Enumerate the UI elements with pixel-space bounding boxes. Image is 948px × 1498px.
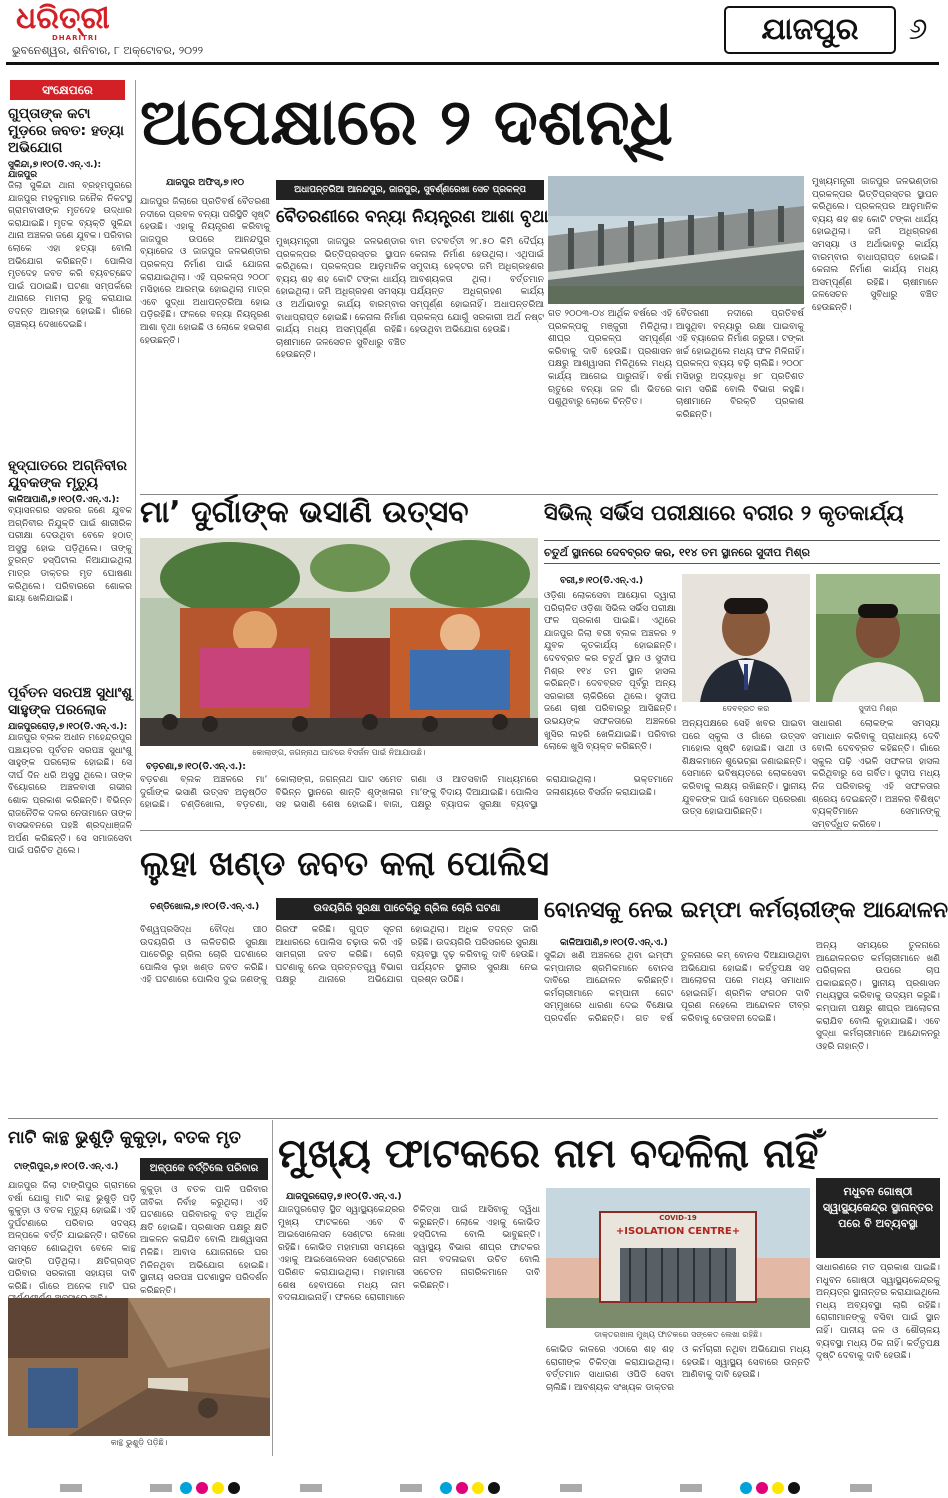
portrait-sudip-image [816, 574, 940, 702]
iron-body: ବିଶ୍ୱପ୍ରସିଦ୍ଧ ବୌଦ୍ଧ ପୀଠ ଉଦୟଗିରି ଓ ଲଳିତଗିରି ସୁରକ୍ଷା ପାଚେରିରୁ ଗ୍ରିଲ ଚୋରି ଘଟଣାରେ ପୋଲିସ ଲୁହା ଖଣ୍ଡ ଜବତ କରିଛି। ଏହି ଘଟଣାରେ ପୋଲିସ ଦୁଇ ଜଣଙ୍କୁ ଗିରଫ କରିଛି। ଗୁପ୍ତ ସୂଚନା ଆଧାରରେ ପୋଲିସ ଚଢ଼ାଉ କରି ଏହି ସାମଗ୍ରୀ ଜବତ କରିଛି। ଚୋରି ଘଟଣାକୁ ନେଇ ପ୍ରତ୍ନତତ୍ତ୍ୱ ବିଭାଗ ପକ୍ଷରୁ ଥାନାରେ ଅଭିଯୋଗ ହୋଇଥିଲା। ଅଧିକ ତଦନ୍ତ ଜାରି ରହିଛି। ଉଦୟଗିରି ପରିସରରେ ସୁରକ୍ଷା ବ୍ୟବସ୍ଥା ଦୃଢ଼ କରିବାକୁ ଦାବି ହେଉଛି। ପର୍ଯ୍ୟଟନ ସ୍ଥଳୀର ସୁରକ୍ଷା ନେଇ ପ୍ରଶ୍ନ ଉଠିଛି। [140, 925, 538, 986]
gate-box-headline: ମଧୁବନ ଗୋଷ୍ଠୀ ସ୍ୱାସ୍ଥ୍ୟକେନ୍ଦ୍ର ସ୍ଥାନାନ୍ତର ପରେ ବି ଅବ୍ୟବସ୍ଥା [816, 1178, 940, 1258]
bonus-dateline: କାଳିଆପାଣି,୭।୧୦(ଡି.ଏନ୍.ଏ.) [560, 938, 668, 948]
iron-kicker: ଉଦୟଗିରି ସୁରକ୍ଷା ପାଚେରିରୁ ଗ୍ରିଲ ଚୋରି ଘଟଣା [276, 898, 538, 920]
hens-body: ଯାଜପୁର ଜିଲା ଟାଙ୍ଗିପୁର ଗ୍ରାମରେ ବର୍ଷା ଯୋଗୁ ମାଟି କାନ୍ଥ ଭୁଶୁଡ଼ି ପଡ଼ି କୁକୁଡ଼ା ଓ ବତକ ମୃତ୍ୟୁ ହୋଇଛି। ଏହି ଦୁର୍ଘଟଣାରେ ପରିବାର ସଦସ୍ୟ ଅଳ୍ପକେ ବର୍ତ୍ତି ଯାଇଛନ୍ତି। ରାତିରେ ସମସ୍ତେ ଶୋଇଥିବା ବେଳେ କାନ୍ଥ ଭାଙ୍ଗି ପଡ଼ିଥିଲା। କ୍ଷତିଗ୍ରସ୍ତ ପରିବାର ସରକାରୀ ସହାୟତା ଦାବି କରିଛି। ଗାଁରେ ଅନେକ ମାଟି ଘର [8, 1181, 136, 1292]
durga-headline: ମା’ ଦୁର୍ଗାଙ୍କ ଭସାଣି ଉତ୍ସବ [140, 495, 469, 530]
lead-body-col4: ଗତ ୨୦୦୩-୦୪ ଆର୍ଥିକ ବର୍ଷରେ ଏହି ପ୍ରକଳ୍ପକୁ ମଞ୍ଜୁରୀ ମିଳିଥିଲା। ଶୀଘ୍ର ପ୍ରକଳ୍ପ ସମ୍ପୂର୍ଣ୍ଣ କରିବାକୁ ଦାବି ହେଉଛି। ପ୍ରଶାସନ ପକ୍ଷରୁ ଆଶ୍ୱାସନା ମିଳିଥିଲେ ମଧ୍ୟ କାର୍ଯ୍ୟ ଆଗେଇ ପାରୁନାହିଁ। ବର୍ଷା ଋତୁରେ ବନ୍ୟା ଜଳ ଗାଁ ଭିତରେ ପଶୁଥିବାରୁ ଲୋକେ ଚିନ୍ତିତ। [548, 309, 672, 408]
yellow-dot [772, 1482, 784, 1494]
collapsed-wall-image [8, 1298, 270, 1436]
brief-2-dateline: କାଳିଆପାଣି,୭।୧୦(ଡି.ଏନ୍.ଏ.): [8, 495, 120, 505]
briefs-divider [135, 80, 136, 820]
barrage-image [548, 176, 804, 304]
magenta-dot [456, 1482, 468, 1494]
civil-body-3: ସାଧାରଣ ଲୋକଙ୍କ ସମସ୍ୟା ସମାଧାନ କରିବାକୁ ପ୍ରାଧାନ୍ୟ ଦେବି ବୋଲି ଦେବବ୍ରତ କହିଛନ୍ତି। ଗାଁରେ ସ୍କୁଲ ପଢ଼ି ଏଭଳି ସଫଳତା ହାସଲ କରିଥିବାରୁ ସେ ଗର୍ବିତ। ସୁଦୀପ ମଧ୍ୟ ନିଜ ପରିବାରକୁ ଏହି ସଫଳତାର ଶ୍ରେୟ ଦେଇଛନ୍ତି। ଅଞ୍ଚଳର ବିଶିଷ୍ଟ ବ୍ୟକ୍ତିମାନେ ସେମାନଙ୍କୁ ସମ୍ବର୍ଦ୍ଧିତ କରିବେ। [812, 719, 940, 830]
durga-procession-image [140, 538, 538, 746]
brief-1-headline: ଗୁପ୍ତାଙ୍କ କଟା ମୁଡ଼ରେ ଜବତ: ହତ୍ୟା ଅଭିଯୋଗ [8, 106, 124, 156]
black-dot [488, 1482, 500, 1494]
durga-body: ବଡ଼ଚଣା ବ୍ଲକ ଅଞ୍ଚଳରେ ମା’ ଦୁର୍ଗାଙ୍କ ଭସାଣି ଉତ୍ସବ ଅନୁଷ୍ଠିତ ହୋଇଛି। ଚଣ୍ଡିଖୋଲ, ବଡ଼ଚଣା, କୋଲାଙ୍ଗ, ଜଗନ୍ନାଥ ଘାଟ ସମେତ ବିଭିନ୍ନ ସ୍ଥାନରେ ଶାନ୍ତି ଶୃଙ୍ଖଳାର ସହ ଭସାଣି ଶେଷ ହୋଇଛି। ବାଜା, ଗଣା ଓ ଆତସବାଜି ମାଧ୍ୟମରେ ମା’ଙ୍କୁ ବିଦାୟ ଦିଆଯାଇଛି। ପୋଲିସ ପକ୍ଷରୁ ବ୍ୟାପକ ସୁରକ୍ଷା ବ୍ୟବସ୍ଥା କରାଯାଇଥିଲା। ଭକ୍ତମାନେ ଜଳାଶୟରେ ବିସର୍ଜନ କରାଯାଇଛି। [140, 775, 674, 811]
bonus-body: ସୁକିନ୍ଦା ଖଣି ଅଞ୍ଚଳରେ ଥିବା ଇମ୍ଫା କମ୍ପାନୀର ଶ୍ରମିକମାନେ ବୋନସ ଦାବିରେ ଆନ୍ଦୋଳନ କରିଛନ୍ତି। କର୍ମଚାରୀମାନେ କମ୍ପାନୀ ଗେଟ ସମ୍ମୁଖରେ ଧାରଣା ଦେଇ ବିକ୍ଷୋଭ ପ୍ରଦର୍ଶନ କରିଛନ୍ତି। ଗତ ବର୍ଷ ତୁଳନାରେ କମ୍ ବୋନସ ଦିଆଯାଉଥିବା ଅଭିଯୋଗ ହୋଇଛି। କର୍ତ୍ତୃପକ୍ଷ ସହ ଆଲୋଚନା ପରେ ମଧ୍ୟ ସମାଧାନ ହୋଇନାହିଁ। ଶ୍ରମିକ ସଂଗଠନ ଦାବି ପୂରଣ ନହେଲେ ଆନ୍ଦୋଳନ ତୀବ୍ର କରିବାକୁ ଚେତାବନୀ ଦେଇଛି। [544, 951, 810, 1024]
yellow-dot [472, 1482, 484, 1494]
civil-photo-1 [682, 574, 810, 702]
black-dot [228, 1482, 240, 1494]
brief-3-body: ଯାଜପୁର ବ୍ଲକ ଅଧୀନ ମହେନ୍ଦ୍ରପୁର ପଞ୍ଚାୟତର ପୂର୍ବତନ ସରପଞ୍ଚ ସୁଧାଂଶୁ ସାହୁଙ୍କ ପରଲୋକ ହୋଇଛି। ସେ ଦୀର୍ଘ ଦିନ ଧରି ଅସୁସ୍ଥ ଥିଲେ। ତାଙ୍କ ବିୟୋଗରେ ଅଞ୍ଚଳବାସୀ ଗଭୀର ଶୋକ ପ୍ରକାଶ କରିଛନ୍ତି। ବିଭିନ୍ନ ରାଜନୈତିକ ଦଳର ନେତାମାନେ ତାଙ୍କ ବାସଭବନରେ ପହଞ୍ଚି ଶ୍ରଦ୍ଧାଞ୍ଜଳି ଅର୍ପଣ କରିଛନ୍ତି। ସେ ସମାଜସେବା ପାଇଁ ପରିଚିତ ଥିଲେ। [8, 733, 132, 857]
lead-dateline: ଯାଜପୁର ଅଫିସ୍,୭।୧୦ [166, 178, 245, 188]
logo-wordmark: ଧରିତ୍ରୀ [16, 1, 110, 36]
civil-photo-1-caption: ଦେବବ୍ରତ କର [722, 704, 770, 713]
brief-3-headline: ପୂର୍ବତନ ସରପଞ୍ଚ ସୁଧାଂଶୁ ସାହୁଙ୍କ ପରଲୋକ [8, 685, 132, 718]
cyan-dot [740, 1482, 752, 1494]
civil-dateline: ବରୀ,୭।୧୦(ଡି.ଏନ୍.ଏ.) [560, 576, 644, 586]
section-name: ଯାଜପୁର [724, 6, 896, 54]
gate-body: ଯାଜପୁରରୋଡ଼ ସ୍ଥିତ ସ୍ୱାସ୍ଥ୍ୟକେନ୍ଦ୍ରର ମୁଖ୍ୟ ଫାଟକରେ ଏବେ ବି ଆଇସୋଲେସନ ସେଣ୍ଟର ଲେଖା ରହିଛି। କୋଭିଡ ମହାମାରୀ ସମୟରେ ଏହାକୁ ଆଇସୋଲେସନ ସେଣ୍ଟରରେ ପରିଣତ କରାଯାଇଥିଲା। ମହାମାରୀ ଶେଷ ହେବାପରେ ମଧ୍ୟ ନାମ ବଦଳାଯାଇନାହିଁ। ଫଳରେ ରୋଗୀମାନେ ଚିକିତ୍ସା ପାଇଁ ଆସିବାକୁ ଦ୍ୱିଧା କରୁଛନ୍ତି। ଲୋକେ ଏହାକୁ କୋଭିଡ ହସ୍ପିଟାଲ ବୋଲି ଭାବୁଛନ୍ତି। ସ୍ୱାସ୍ଥ୍ୟ ବିଭାଗ ଶୀଘ୍ର ଫାଟକର ନାମ ବଦଳାଇବା ଉଚିତ ବୋଲି ସଚେତନ ନାଗରିକମାନେ ଦାବି କରିଛନ୍ତି। [278, 1205, 540, 1304]
brief-2-headline: ହୃଦ୍‌ଘାତରେ ଅଗ୍ନିବୀର ଯୁବକଙ୍କ ମୃତ୍ୟୁ [8, 458, 127, 491]
logo [16, 2, 136, 42]
masthead-rule [6, 62, 939, 65]
lead-headline: ଅପେକ୍ଷାରେ ୨ ଦଶନ୍ଧି [140, 86, 673, 160]
registration-block [400, 1484, 422, 1492]
cyan-dot [180, 1482, 192, 1494]
hens-dateline: ଟାଙ୍ଗିପୁର,୭।୧୦(ଡି.ଏନ୍.ଏ.) [14, 1162, 119, 1172]
durga-photo [140, 538, 538, 746]
lead-body-col3: ବାମ ତଟବର୍ତ୍ତୀ ୨୮.୫୦ କିମି ଦୈର୍ଘ୍ୟ କେନାଲ ନିର୍ମାଣ ହେଉଥିଲା। ଏଥିପାଇଁ ସମୁଦାୟ ହେକ୍ଟର ଜମି ଅଧିଗ୍ରହଣର ଆବଶ୍ୟକତା ଥିଲା। ବର୍ତ୍ତମାନ ପର୍ଯ୍ୟନ୍ତ ଅଧିଗ୍ରହଣ କାର୍ଯ୍ୟ ସମ୍ପୂର୍ଣ୍ଣ ହୋଇନାହିଁ। ଅଧାପନ୍ତରିଆ ପ୍ରକଳ୍ପ ଯୋଗୁଁ ସରକାରୀ ଅର୍ଥ ନଷ୍ଟ ହେଉଥିବା ଅଭିଯୋଗ ହେଉଛି। [410, 237, 544, 336]
hens-caption: କାନ୍ଥ ଭୁଶୁଡ଼ି ପଡ଼ିଛି। [110, 1438, 168, 1447]
registration-block [60, 1484, 82, 1492]
briefs-tag: ସଂକ୍ଷେପରେ [10, 80, 125, 100]
logo-subtitle: DHARITRI [52, 34, 98, 42]
lead-body-col6: ମୁଖ୍ୟମନ୍ତ୍ରୀ ଜାଜପୁର ଜଳଭଣ୍ଡାର ପ୍ରକଳ୍ପର ଭିତ୍ତିପ୍ରସ୍ତର ସ୍ଥାପନ କରିଥିଲେ। ପ୍ରକଳ୍ପର ଆନୁମାନିକ ବ୍ୟୟ ଶହ ଶହ କୋଟି ଟଙ୍କା ଧାର୍ଯ୍ୟ ହୋଇଥିଲା। ଜମି ଅଧିଗ୍ରହଣ ସମସ୍ୟା ଓ ଅର୍ଥାଭାବରୁ କାର୍ଯ୍ୟ ବାରମ୍ବାର ବାଧାପ୍ରାପ୍ତ ହୋଇଛି। କେନାଲ ନିର୍ମାଣ କାର୍ଯ୍ୟ ମଧ୍ୟ ଅସମ୍ପୂର୍ଣ୍ଣ ରହିଛି। ଚାଷୀମାନେ ଜଳସେଚନ ସୁବିଧାରୁ ବଞ୍ଚିତ ହେଉଛନ୍ତି। [812, 177, 938, 313]
magenta-dot [756, 1482, 768, 1494]
registration-block [560, 1484, 582, 1492]
dateline: ଭୁବନେଶ୍ୱର, ଶନିବାର, ୮ ଅକ୍ଟୋବର, ୨୦୨୨ [12, 44, 204, 57]
civil-body-2: ଅନ୍ୟପକ୍ଷରେ ସେହି ଖବର ପାଇବା ପରେ ସ୍କୁଲ ଓ ଗାଁରେ ଉତ୍ସବ ମାହୋଲ ସୃଷ୍ଟି ହୋଇଛି। ସାଥୀ ଓ ଶିକ୍ଷକମାନେ ଶୁଭେଚ୍ଛା ଜଣାଇଛନ୍ତି। ସେମାନେ ଭବିଷ୍ୟତରେ ଲୋକସେବା କରିବାକୁ ଲକ୍ଷ୍ୟ ରଖିଛନ୍ତି। ସ୍ଥାନୀୟ ଯୁବକଙ୍କ ପାଇଁ ସେମାନେ ପ୍ରେରଣା ଉତ୍ସ ହୋଇପାରିଛନ୍ତି। [682, 719, 806, 818]
bonus-headline: ବୋନସକୁ ନେଇ ଇମ୍ଫା କର୍ମଚାରୀଙ୍କ ଆନ୍ଦୋଳନ [544, 898, 948, 923]
durga-dateline: ବଡ଼ଚଣା,୭।୧୦(ଡି.ଏନ୍.ଏ.): [146, 762, 246, 772]
print-color-bar [0, 1476, 945, 1498]
gate-body-3: ସାଧାରଣରେ ମତ ପ୍ରକାଶ ପାଇଛି। ମଧୁବନ ଗୋଷ୍ଠୀ ସ୍ୱାସ୍ଥ୍ୟକେନ୍ଦ୍ରକୁ ଅନ୍ୟତ୍ର ସ୍ଥାନାନ୍ତର କରାଯାଇଥିଲେ ମଧ୍ୟ ଅବ୍ୟବସ୍ଥା ଲାଗି ରହିଛି। ରୋଗୀମାନଙ୍କୁ ବସିବା ପାଇଁ ସ୍ଥାନ ନାହିଁ। ପାନୀୟ ଜଳ ଓ ଶୌଚାଳୟ ବ୍ୟବସ୍ଥା ମଧ୍ୟ ଠିକ ନାହିଁ। କର୍ତ୍ତୃପକ୍ଷ ଦୃଷ୍ଟି ଦେବାକୁ ଦାବି ହେଉଛି। [816, 1263, 940, 1362]
brief-1-dateline: ସୁକିନ୍ଦା,୭।୧୦(ଡି.ଏନ୍.ଏ.): ଯାଜପୁର [8, 160, 102, 180]
iron-headline: ଲୁହା ଖଣ୍ଡ ଜବତ କଲା ପୋଲିସ [140, 844, 550, 884]
magenta-dot [196, 1482, 208, 1494]
registration-block [850, 1484, 872, 1492]
civil-photo-2 [816, 574, 940, 702]
registration-block [300, 1484, 322, 1492]
portrait-debabrata-image [682, 574, 810, 702]
gate-dateline: ଯାଜପୁରରୋଡ଼,୭।୧୦(ଡି.ଏନ୍.ଏ.) [286, 1192, 402, 1202]
gate-caption: ଡାକ୍ତରଖାନା ମୁଖ୍ୟ ଫାଟକରେ ସଙ୍କେତ ଲେଖା ରହିଛି। [594, 1330, 762, 1339]
brief-2-body: ବ୍ୟାସନଗର ସହରର ଜଣେ ଯୁବକ ଅଗ୍ନିବୀର ନିଯୁକ୍ତି ପାଇଁ ଶାରୀରିକ ପରୀକ୍ଷା ଦେଉଥିବା ବେଳେ ହଠାତ୍ ଅସୁସ୍ଥ ହୋଇ ପଡ଼ିଥିଲେ। ତାଙ୍କୁ ତୁରନ୍ତ ହସ୍ପିଟାଲ ନିଆଯାଇଥିଲା ମାତ୍ର ଡାକ୍ତର ମୃତ ଘୋଷଣା କରିଥିଲେ। ପରିବାରରେ ଶୋକର ଛାୟା ଖେଳିଯାଇଛି। [8, 506, 132, 605]
registration-block [150, 1484, 172, 1492]
hens-body-2: କୁକୁଡ଼ା ଓ ବତକ ପାଳି ପରିବାର ଜୀବିକା ନିର୍ବାହ କରୁଥିଲା। ଏହି ଘଟଣାରେ ପରିବାରକୁ ବଡ଼ ଆର୍ଥିକ କ୍ଷତି ହୋଇଛି। ପ୍ରଶାସନ ପକ୍ଷରୁ କ୍ଷତି ଆକଳନ କରାଯିବ ବୋଲି ଆଶ୍ୱାସନା ମିଳିଛି। ଆବାସ ଯୋଜନାରେ ଘର ମିଳିନଥିବା ଅଭିଯୋଗ ହୋଇଛି। ସ୍ଥାନୀୟ ସରପଞ୍ଚ ଘଟଣାସ୍ଥଳ ପରିଦର୍ଶନ କରିଛନ୍ତି। [140, 1185, 268, 1296]
civil-subhead: ଚତୁର୍ଥ ସ୍ଥାନରେ ଦେବବ୍ରତ କର, ୧୧୪ ତମ ସ୍ଥାନରେ ସୁଦୀପ ମିଶ୍ର [544, 540, 940, 564]
hens-kicker: ଅଳ୍ପକେ ବର୍ତ୍ତିଲେ ପରିବାର [140, 1158, 268, 1180]
registration-block [680, 1484, 702, 1492]
civil-headline: ସିଭିଲ୍ ସର୍ଭିସ ପରୀକ୍ଷାରେ ବରୀର ୨ କୃତକାର୍ଯ୍ୟ [544, 501, 904, 525]
hens-divider [272, 1120, 273, 1456]
lead-body-col2: ମୁଖ୍ୟମନ୍ତ୍ରୀ ଜାଜପୁର ଜଳଭଣ୍ଡାର ପ୍ରକଳ୍ପର ଭିତ୍ତିପ୍ରସ୍ତର ସ୍ଥାପନ କରିଥିଲେ। ପ୍ରକଳ୍ପର ଆନୁମାନିକ ବ୍ୟୟ ଶହ ଶହ କୋଟି ଟଙ୍କା ଧାର୍ଯ୍ୟ ହୋଇଥିଲା। ଜମି ଅଧିଗ୍ରହଣ ସମସ୍ୟା ଓ ଅର୍ଥାଭାବରୁ କାର୍ଯ୍ୟ ବାରମ୍ବାର ବାଧାପ୍ରାପ୍ତ ହୋଇଛି। କେନାଲ ନିର୍ମାଣ କାର୍ଯ୍ୟ ମଧ୍ୟ ଅସମ୍ପୂର୍ଣ୍ଣ ରହିଛି। ଚାଷୀମାନେ ଜଳସେଚନ ସୁବିଧାରୁ ବଞ୍ଚିତ ହେଉଛନ୍ତି। [276, 237, 406, 361]
black-dot [788, 1482, 800, 1494]
bonus-body-2: ଅନ୍ୟ ସମୟରେ ତୁଳନାରେ ଆନ୍ଦୋଳନରତ କର୍ମଚାରୀମାନେ ଖଣି ପରିଚାଳନା ଉପରେ ଚାପ ପକାଇଛନ୍ତି। ସ୍ଥାନୀୟ ପ୍ରଶାସନ ମଧ୍ୟସ୍ଥତା କରିବାକୁ ଉଦ୍ୟମ କରୁଛି। କମ୍ପାନୀ ପକ୍ଷରୁ ଶୀଘ୍ର ଆଲୋଚନା କରାଯିବ ବୋଲି କୁହାଯାଇଛି। ଏବେ ସୁଦ୍ଧା କର୍ମଚାରୀମାନେ ଆନ୍ଦୋଳନରୁ ଓହରି ନାହାନ୍ତି। [816, 941, 940, 1052]
hens-photo [8, 1298, 270, 1436]
masthead [0, 0, 945, 66]
lead-body-col1: ଯାଜପୁର ଜିଲାରେ ପ୍ରତିବର୍ଷ ବୈତରଣୀ ନଦୀରେ ପ୍ରବଳ ବନ୍ୟା ପରିସ୍ଥିତି ସୃଷ୍ଟି ହେଉଛି। ଏହାକୁ ନିୟନ୍ତ୍ରଣ କରିବାକୁ ଜାଜପୁର ଉପରେ ଆନନ୍ଦପୁର ବ୍ୟାରେଜ ଓ ଜାଜପୁର ଜଳଭଣ୍ଡାର ପ୍ରକଳ୍ପ ନିର୍ମାଣ ପାଇଁ ଯୋଜନା କରାଯାଇଥିଲା। ଏହି ପ୍ରକଳ୍ପ ୨୦୦୮ ମସିହାରେ ଆରମ୍ଭ ହୋଇଥିଲା ମାତ୍ର ଏବେ ସୁଦ୍ଧା ଅଧାପନ୍ତରିଆ ହୋଇ ପଡ଼ିରହିଛି। ଫଳରେ ବନ୍ୟା ନିୟନ୍ତ୍ରଣ ଆଶା ବୃଥା ହୋଇଛି ଓ ଲୋକେ ହଇରାଣ ହେଉଛନ୍ତି। [140, 197, 270, 346]
lead-photo [548, 176, 804, 304]
gate-headline: ମୁଖ୍ୟ ଫାଟକରେ ନାମ ବଦଳିଲା ନାହିଁ [278, 1131, 819, 1177]
gate-photo [546, 1188, 810, 1328]
isolation-centre-image [546, 1188, 810, 1328]
brief-1-body: ଜିଲା ସୁକିନ୍ଦା ଥାନା ବ୍ରହ୍ମପୁରରେ ଯାଜପୁର ମହକୁମାର ଜନୈକ ନିକଟସ୍ଥ ଗ୍ରାମବାସୀଙ୍କ ମୃତଦେହ ଉଦ୍ଧାର କରାଯାଇଛି। ମୃତକ ବ୍ୟକ୍ତି ସୁକିନ୍ଦା ଥାନା ଅଞ୍ଚଳର ଜଣେ ଯୁବକ। ପରିବାର ଲୋକେ ଏହା ହତ୍ୟା ବୋଲି ଅଭିଯୋଗ କରିଛନ୍ତି। ପୋଲିସ ମୃତଦେହ ଜବତ କରି ବ୍ୟବଚ୍ଛେଦ ପାଇଁ ପଠାଇଛି। ଘଟଣା ସମ୍ପର୍କରେ ଥାନାରେ ମାମଲା ରୁଜୁ କରାଯାଇ ତଦନ୍ତ ଆରମ୍ଭ ହୋଇଛି। ଗାଁରେ ଚାଞ୍ଚଲ୍ୟ ଦେଖାଦେଇଛି। [8, 181, 132, 330]
brief-3-dateline: ଯାଜପୁରରୋଡ଼,୭।୧୦(ଡି.ଏନ୍.ଏ.): [8, 722, 128, 732]
yellow-dot [212, 1482, 224, 1494]
hens-headline: ମାଟି କାନ୍ଥ ଭୁଶୁଡ଼ି କୁକୁଡ଼ା, ବତକ ମୃତ [8, 1128, 241, 1148]
cyan-dot [440, 1482, 452, 1494]
lead-kicker: ଅଧାପନ୍ତରିଆ ଆନନ୍ଦପୁର, ଜାଜପୁର, ସୁବର୍ଣ୍ଣରେଖା ସେଚ ପ୍ରକଳ୍ପ [276, 180, 544, 200]
gate-sign-main: +ISOLATION CENTRE+ [615, 1226, 741, 1237]
civil-photo-2-caption: ସୁଦୀପ ମିଶ୍ର [858, 704, 898, 713]
iron-dateline: ଚଣ୍ଡିଖୋଲ,୭।୧୦(ଡି.ଏନ୍.ଏ.) [150, 902, 260, 912]
lead-body-col5: ବୈତରଣୀ ନଦୀରେ ପ୍ରତିବର୍ଷ ଆସୁଥିବା ବନ୍ୟାରୁ ରକ୍ଷା ପାଇବାକୁ ଏହି ବ୍ୟାରେଜ ନିର୍ମାଣ ଜରୁରୀ। ଟଙ୍କା ଖର୍ଚ୍ଚ ହୋଇଥିଲେ ମଧ୍ୟ ଫଳ ମିଳିନାହିଁ। ପ୍ରକଳ୍ପ ବ୍ୟୟ ବଢ଼ି ଚାଲିଛି। ୨୦୦୮ ମସିହାରୁ ଅଦ୍ୟାବଧି ୭୮ ପ୍ରତିଶତ କାମ ସରିଛି ବୋଲି ବିଭାଗ କହୁଛି। ଚାଷୀମାନେ ବିରକ୍ତି ପ୍ରକାଶ କରିଛନ୍ତି। [676, 309, 804, 420]
civil-body: ଓଡ଼ିଶା ଲୋକସେବା ଆୟୋଗ ଦ୍ୱାରା ପରିଚାଳିତ ଓଡ଼ିଶା ସିଭିଲ ସର୍ଭିସ ପରୀକ୍ଷା ଫଳ ପ୍ରକାଶ ପାଇଛି। ଏଥିରେ ଯାଜପୁର ଜିଲା ବରୀ ବ୍ଲକ ଅଞ୍ଚଳର ୨ ଯୁବକ କୃତକାର୍ଯ୍ୟ ହୋଇଛନ୍ତି। ଦେବବ୍ରତ କର ଚତୁର୍ଥ ସ୍ଥାନ ଓ ସୁଦୀପ ମିଶ୍ର ୧୧୪ ତମ ସ୍ଥାନ ହାସଲ କରିଛନ୍ତି। ଦେବବ୍ରତ ପୂର୍ବରୁ ଅନ୍ୟ ସରକାରୀ ଚାକିରିରେ ଥିଲେ। ସୁଦୀପ ଜଣେ ଚାଷୀ ପରିବାରରୁ ଆସିଛନ୍ତି। ଉଭୟଙ୍କ ସଫଳତାରେ ଅଞ୍ଚଳରେ ଖୁସିର ଲହରି ଖେଳିଯାଇଛି। ପରିବାର ଲୋକେ ଖୁସି ବ୍ୟକ୍ତ କରିଛନ୍ତି। [544, 591, 676, 753]
lead-deck: ବୈତରଣୀରେ ବନ୍ୟା ନିୟନ୍ତ୍ରଣ ଆଶା ବୃଥା [276, 207, 549, 227]
page-number: ୬ [908, 12, 928, 47]
gate-sign-top: COVID-19 [659, 1214, 697, 1222]
mid-rule [140, 830, 938, 831]
durga-caption: କୋଲାଙ୍ଗ, ଜଗନ୍ନାଥ ଘାଟରେ ବିସର୍ଜନ ପାଇଁ ନିଆଯାଉଛି। [252, 748, 426, 757]
gate-body-2: କୋଭିଡ କାଳରେ ଏଠାରେ ଶହ ଶହ ରୋଗୀଙ୍କ ଚିକିତ୍ସା କରାଯାଇଥିଲା। ବର୍ତ୍ତମାନ ସାଧାରଣ ଓପିଡି ସେବା ଚାଲିଛି। ଆବଶ୍ୟକ ସଂଖ୍ୟକ ଡାକ୍ତର ଓ କର୍ମଚାରୀ ନଥିବା ଅଭିଯୋଗ ମଧ୍ୟ ହେଉଛି। ସ୍ୱାସ୍ଥ୍ୟ ସେବାରେ ଉନ୍ନତି ଆଣିବାକୁ ଦାବି ହେଉଛି। [546, 1345, 810, 1393]
